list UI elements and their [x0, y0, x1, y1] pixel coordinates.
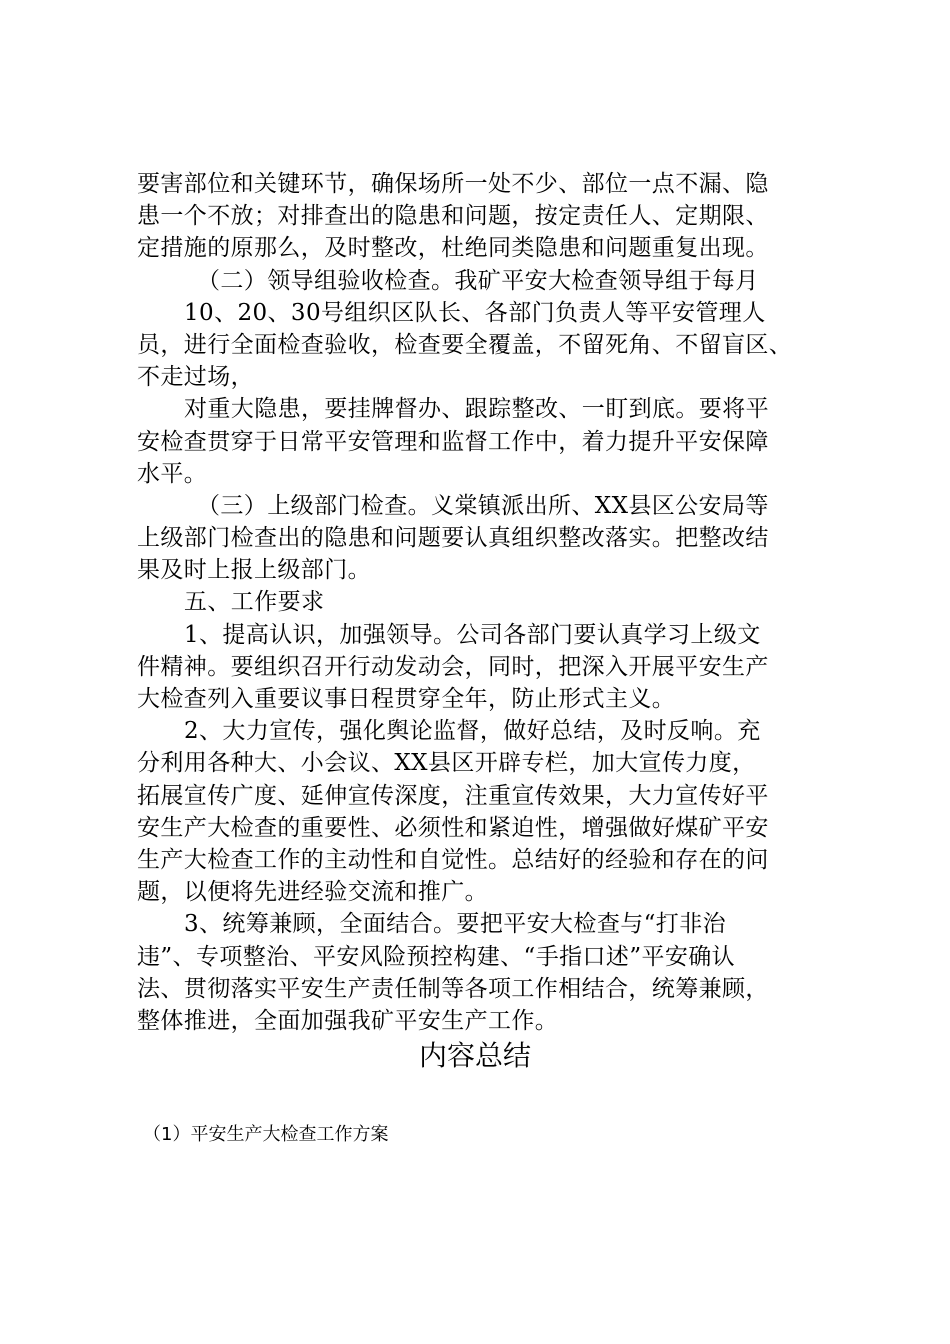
text-line: 10、20、30号组织区队长、各部门负责人等平安管理人	[184, 299, 766, 326]
text-line: （三）上级部门检查。义棠镇派出所、XX县区公安局等	[197, 492, 769, 519]
text-line: 件精神。要组织召开行动发动会，同时，把深入开展平安生产	[137, 653, 769, 680]
text-line: 1、提高认识，加强领导。公司各部门要认真学习上级文	[184, 621, 761, 648]
text-line: 分利用各种大、小会议、XX县区开辟专栏，加大宣传力度，	[137, 750, 756, 777]
summary-item: （1）平安生产大检查工作方案	[143, 1124, 389, 1145]
text-line: 对重大隐患，要挂牌督办、跟踪整改、一盯到底。要将平	[184, 396, 769, 423]
text-line: 2、大力宣传，强化舆论监督，做好总结，及时反响。充	[184, 718, 761, 745]
text-line: 安检查贯穿于日常平安管理和监督工作中，着力提升平安保障	[137, 428, 769, 455]
text-line: 大检查列入重要议事日程贯穿全年，防止形式主义。	[137, 686, 676, 712]
text-line: 题，以便将先进经验交流和推广。	[137, 879, 488, 906]
body-text	[137, 168, 853, 1037]
text-line: 生产大检查工作的主动性和自觉性。总结好的经验和存在的问	[137, 846, 769, 873]
text-line: （二）领导组验收检查。我矿平安大检查领导组于每月	[197, 267, 759, 294]
text-line: 不走过场，	[137, 364, 254, 391]
text-line: 违”、专项整治、平安风险预控构建、“手指口述”平安确认	[137, 943, 736, 970]
text-line: 定措施的原那么，及时整改，杜绝同类隐患和问题重复出现。	[137, 235, 769, 262]
text-line: 3、统筹兼顾，全面结合。要把平安大检查与“打非治	[184, 911, 726, 938]
text-line: 水平。	[137, 460, 208, 487]
text-line: 员，进行全面检查验收，检查要全覆盖，不留死角、不留盲区、	[137, 331, 793, 358]
text-line: 上级部门检查出的隐患和问题要认真组织整改落实。把整改结	[137, 525, 769, 552]
text-line: 患一个不放；对排查出的隐患和问题，按定责任人、定期限、	[137, 203, 769, 230]
text-line: 法、贯彻落实平安生产责任制等各项工作相结合，统筹兼顾，	[137, 975, 769, 1002]
text-line: 果及时上报上级部门。	[137, 557, 371, 584]
text-line: 拓展宣传广度、延伸宣传深度，注重宣传效果，大力宣传好平	[137, 782, 769, 809]
text-line: 整体推进，全面加强我矿平安生产工作。	[137, 1007, 559, 1034]
section-heading: 五、工作要求	[184, 589, 325, 616]
text-line: 安生产大检查的重要性、必须性和紧迫性，增强做好煤矿平安	[137, 814, 769, 841]
text-line: 要害部位和关键环节，确保场所一处不少、部位一点不漏、隐	[137, 171, 769, 197]
summary-title: 内容总结	[418, 1039, 531, 1072]
